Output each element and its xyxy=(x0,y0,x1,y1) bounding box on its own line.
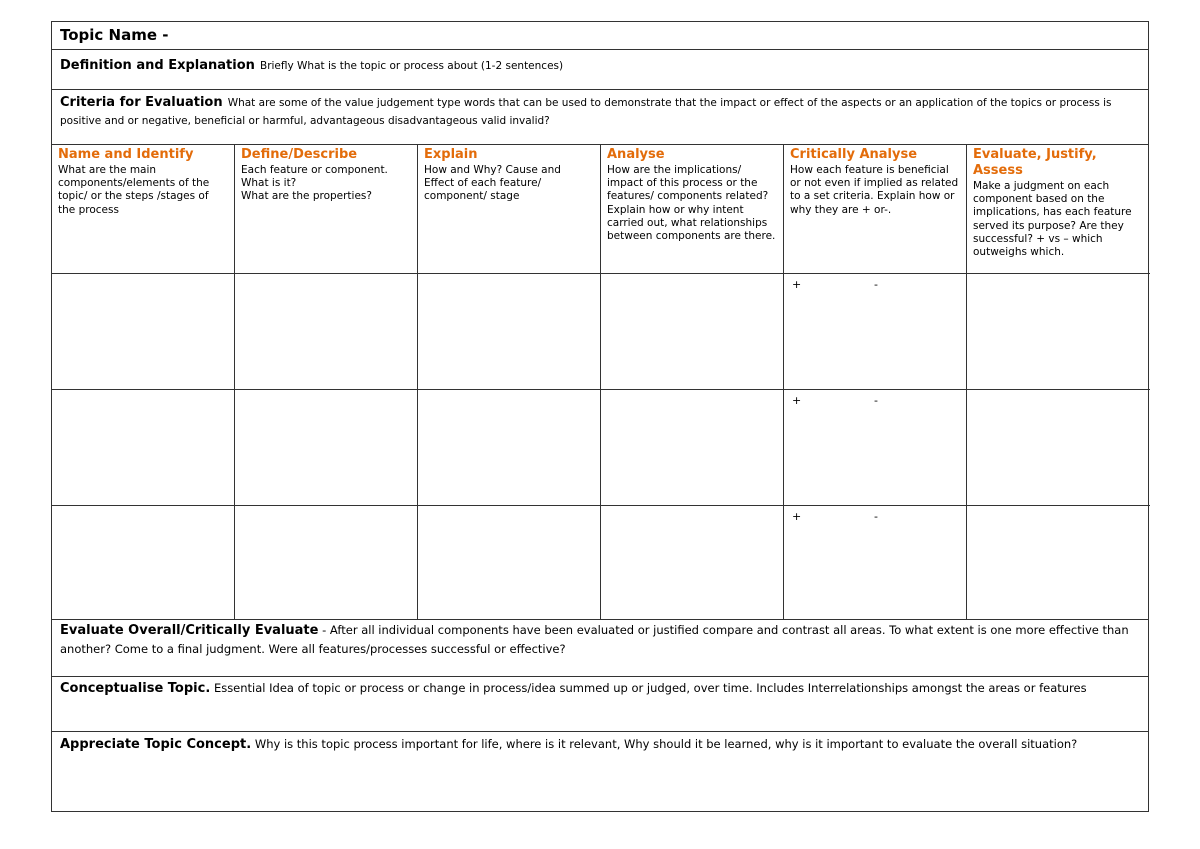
answer-cell[interactable] xyxy=(235,390,417,506)
column-description: How and Why? Cause and Effect of each feature/ component/ stage xyxy=(424,164,561,203)
answer-cell[interactable] xyxy=(235,506,417,619)
answer-cell[interactable] xyxy=(418,390,600,506)
criteria-text: What are some of the value judgement type words that can be used to demonstrate that the impact or effect of the aspects or an application of the topics or process is positive and or negative, beneficial or harmful, advantageous disadvantageous valid invalid? xyxy=(60,97,1112,127)
answer-cell[interactable] xyxy=(52,274,234,390)
column-analyse xyxy=(601,145,784,619)
evaluate-overall-label: Evaluate Overall/Critically Evaluate xyxy=(60,623,319,638)
answer-cell[interactable] xyxy=(52,390,234,506)
column-description: Make a judgment on each component based on the implications, has each feature served its purpose? Are they successful? + vs – which outweighs which. xyxy=(973,180,1132,259)
plus-sign: + xyxy=(792,394,802,407)
answer-cell[interactable] xyxy=(967,390,1150,506)
conceptualise-row xyxy=(52,677,1148,732)
appreciate-row xyxy=(52,732,1148,811)
topic-name-row xyxy=(52,22,1148,50)
answer-cell[interactable] xyxy=(601,506,783,619)
minus-sign: - xyxy=(874,394,878,407)
answer-cell[interactable] xyxy=(601,274,783,390)
appreciate-text: Why is this topic process important for life, where is it relevant, Why should it be learned, why is it important to evaluate the overall situation? xyxy=(254,737,1078,751)
topic-worksheet xyxy=(51,21,1149,812)
definition-row xyxy=(52,50,1148,90)
minus-sign: - xyxy=(874,278,878,291)
answer-cell[interactable] xyxy=(418,506,600,619)
column-critically-analyse xyxy=(784,145,967,619)
definition-label: Definition and Explanation xyxy=(60,58,255,73)
column-title: Analyse xyxy=(607,147,665,162)
evaluate-overall-row xyxy=(52,619,1148,677)
answer-cell[interactable] xyxy=(967,274,1150,390)
column-title: Critically Analyse xyxy=(790,147,918,162)
answer-cell[interactable] xyxy=(967,506,1150,619)
column-description: Each feature or component. What is it? What are the properties? xyxy=(241,164,388,203)
column-header xyxy=(784,145,966,274)
plus-minus-marker xyxy=(784,274,966,291)
column-description: How each feature is beneficial or not even if implied as related to a set criteria. Explain how or why they are + or-. xyxy=(790,164,959,216)
column-title: Name and Identify xyxy=(58,147,194,162)
column-name-identify xyxy=(52,145,235,619)
answer-cell[interactable] xyxy=(235,274,417,390)
column-header xyxy=(418,145,600,274)
minus-sign: - xyxy=(874,510,878,523)
column-title: Explain xyxy=(424,147,478,162)
answer-cell[interactable] xyxy=(784,506,966,619)
appreciate-label: Appreciate Topic Concept. xyxy=(60,737,252,752)
column-define-describe xyxy=(235,145,418,619)
conceptualise-label: Conceptualise Topic. xyxy=(60,681,211,696)
topic-name-label: Topic Name - xyxy=(60,26,169,44)
column-header xyxy=(235,145,417,274)
column-title: Evaluate, Justify, Assess xyxy=(973,147,1097,178)
column-header xyxy=(601,145,783,274)
answer-cell[interactable] xyxy=(418,274,600,390)
column-description: How are the implications/ impact of this process or the features/ components related? Explain how or why intent carried out, what relationships between components are there. xyxy=(607,164,776,243)
plus-minus-marker xyxy=(784,390,966,407)
plus-minus-marker xyxy=(784,506,966,523)
column-header xyxy=(967,145,1150,274)
column-header xyxy=(52,145,234,274)
column-evaluate-justify-assess xyxy=(967,145,1150,619)
criteria-row xyxy=(52,90,1148,145)
definition-text: Briefly What is the topic or process about (1-2 sentences) xyxy=(259,60,564,72)
plus-sign: + xyxy=(792,510,802,523)
criteria-label: Criteria for Evaluation xyxy=(60,95,223,110)
plus-sign: + xyxy=(792,278,802,291)
answer-cell[interactable] xyxy=(784,274,966,390)
column-explain xyxy=(418,145,601,619)
answer-cell[interactable] xyxy=(52,506,234,619)
column-title: Define/Describe xyxy=(241,147,358,162)
answer-cell[interactable] xyxy=(601,390,783,506)
answer-cell[interactable] xyxy=(784,390,966,506)
analysis-grid xyxy=(52,145,1148,619)
evaluate-overall-text: - After all individual components have been evaluated or justified compare and contrast all areas. To what extent is one more effective than another? Come to a final judgment. Were all features/processes successful or effective? xyxy=(60,623,1129,656)
column-description: What are the main components/elements of the topic/ or the steps /stages of the process xyxy=(58,164,210,216)
conceptualise-text: Essential Idea of topic or process or change in process/idea summed up or judged, over time. Includes Interrelationships amongst the areas or features xyxy=(213,681,1087,695)
